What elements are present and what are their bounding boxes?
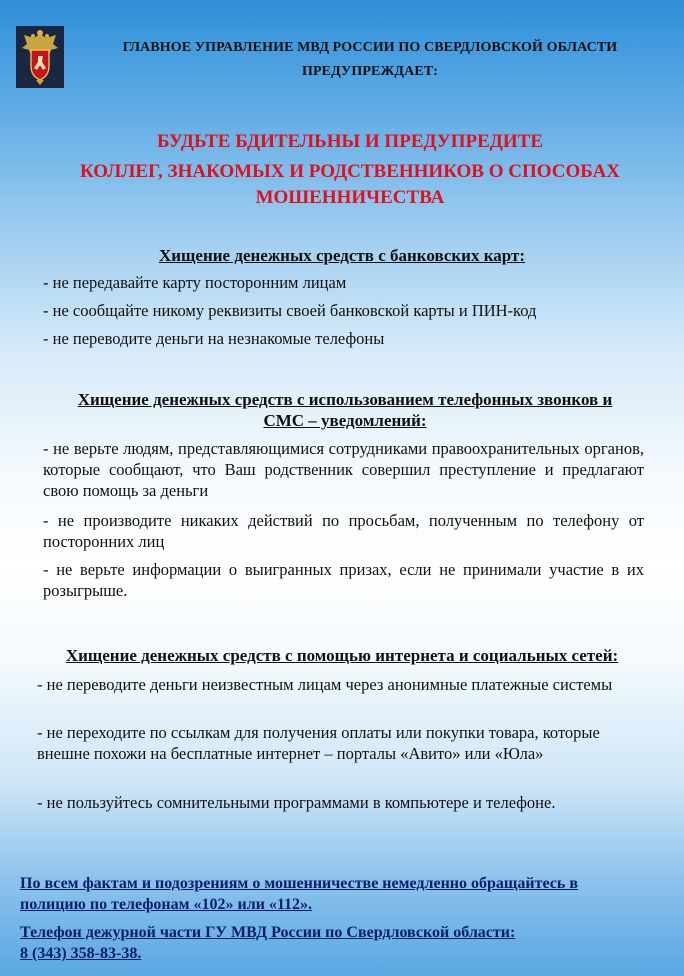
section-1-item: - не сообщайте никому реквизиты своей банковской карты и ПИН-код bbox=[43, 301, 537, 320]
footer-hotline bbox=[20, 922, 668, 964]
section-2-title bbox=[30, 389, 660, 431]
footer-line-1: По всем фактам и подозрениям о мошенничестве немедленно обращайтесь в bbox=[20, 875, 578, 892]
section-3-title: Хищение денежных средств с помощью интернета и социальных сетей: bbox=[65, 646, 619, 665]
section-2-item: - не верьте информации о выигранных призах, если не принимали участие в их розыгрыше. bbox=[43, 560, 644, 600]
footer-line-2: полицию по телефонам «102» или «112». bbox=[20, 896, 313, 913]
footer-line-3: Телефон дежурной части ГУ МВД России по Свердловской области: bbox=[20, 924, 516, 941]
warning-heading bbox=[20, 127, 680, 213]
section-2-item: - не верьте людям, представляющимися сотрудниками правоохранительных органов, которые сообщают, что Ваш родственник совершил преступление и предлагают свою помощь за деньги bbox=[43, 439, 644, 500]
warning-line-1: БУДЬТЕ БДИТЕЛЬНЫ И ПРЕДУПРЕДИТЕ bbox=[157, 131, 543, 152]
section-1-title: Хищение денежных средств с банковских карт: bbox=[158, 246, 526, 265]
footer-phone: 8 (343) 358-83-38. bbox=[20, 945, 142, 962]
mvd-emblem-icon bbox=[16, 26, 64, 88]
section-2-title-line-1: Хищение денежных средств с использованием телефонных звонков и bbox=[77, 390, 613, 409]
warning-line-2: КОЛЛЕГ, ЗНАКОМЫХ И РОДСТВЕННИКОВ О СПОСОБАХ bbox=[79, 161, 621, 182]
header-line-1: ГЛАВНОЕ УПРАВЛЕНИЕ МВД РОССИИ ПО СВЕРДЛОВСКОЙ ОБЛАСТИ bbox=[122, 40, 618, 55]
section-2-item: - не производите никаких действий по просьбам, полученным по телефону от посторонних лиц bbox=[43, 511, 644, 551]
section-3-item: - не переводите деньги неизвестным лицам через анонимные платежные системы bbox=[37, 675, 613, 694]
warning-line-3: МОШЕННИЧЕСТВА bbox=[255, 187, 445, 208]
section-1-item: - не передавайте карту посторонним лицам bbox=[43, 273, 347, 292]
section-3-item: - не пользуйтесь сомнительными программами в компьютере и телефоне. bbox=[37, 793, 556, 812]
header bbox=[70, 36, 670, 84]
section-1-item: - не переводите деньги на незнакомые телефоны bbox=[43, 329, 385, 348]
section-3-item: - не переходите по ссылкам для получения оплаты или покупки товара, которые внешне похожи на бесплатные интернет – порталы «Авито» или «Юла» bbox=[37, 723, 600, 763]
section-2-title-line-2: СМС – уведомлений: bbox=[263, 411, 427, 430]
footer-contacts bbox=[20, 873, 668, 915]
header-line-2: ПРЕДУПРЕЖДАЕТ: bbox=[302, 64, 438, 79]
